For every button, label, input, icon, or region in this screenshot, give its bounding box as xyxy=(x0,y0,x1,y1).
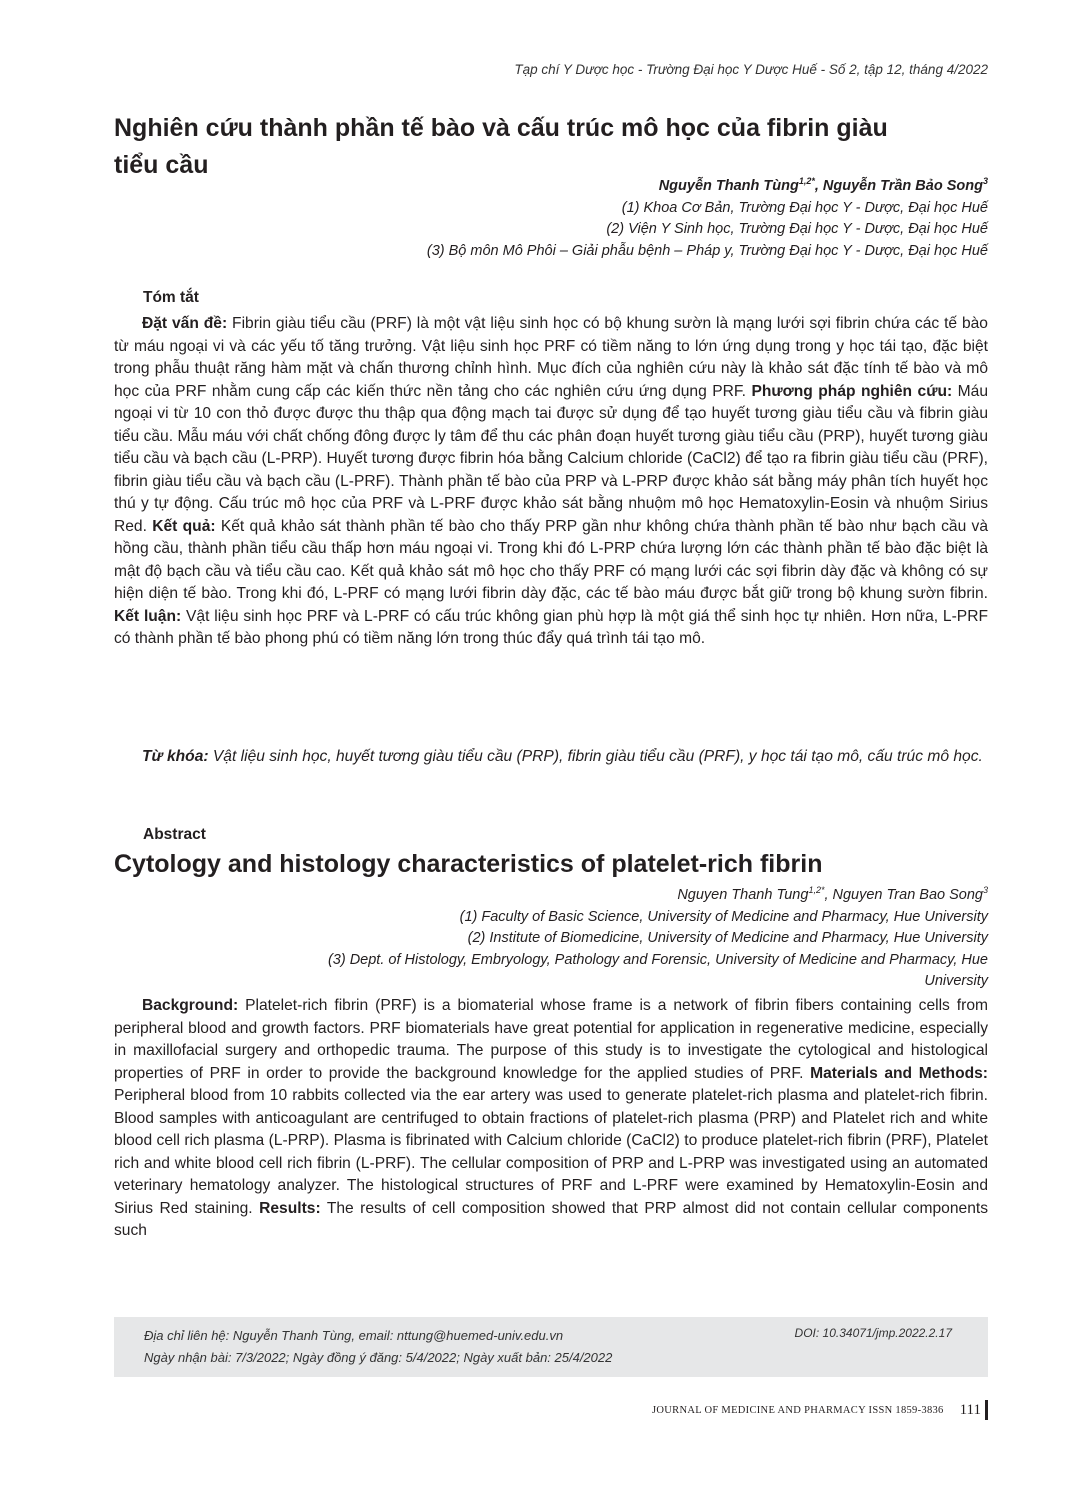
abstract-heading-vi: Tóm tắt xyxy=(143,289,199,306)
author-1-sup: 1,2* xyxy=(798,176,815,187)
authors-en xyxy=(268,885,988,993)
background-text-vi: Fibrin giàu tiểu cầu (PRF) là một vật liệu sinh học có bộ khung sườn là mạng lưới sợi fibrin chứa các tế bào từ máu ngoại vi và các yếu tố tăng trưởng. Vật liệu sinh học PRF có tiềm năng to lớn ứng dụng trong y học tái tạo, đặc biệt trong phẫu thuật răng hàm mặt và chấn thương chỉnh hình. Mục đích của nghiên cứu này là khảo sát đặc tính tế bào và mô học của PRF nhằm cung cấp các kiến thức nền tảng cho các nghiên cứu ứng dụng PRF. xyxy=(114,315,988,400)
affiliation-vi-3: (3) Bộ môn Mô Phôi – Giải phẫu bệnh – Pháp y, Trường Đại học Y - Dược, Đại học Huế xyxy=(426,242,988,259)
author-2-en: Nguyen Tran Bao Song xyxy=(832,887,983,903)
submission-dates: Ngày nhận bài: 7/3/2022; Ngày đồng ý đăng: 5/4/2022; Ngày xuất bản: 25/4/2022 xyxy=(144,1350,613,1365)
author-2: Nguyễn Trần Bảo Song xyxy=(822,178,983,194)
methods-label-vi: Phương pháp nghiên cứu: xyxy=(751,382,953,400)
conclusion-label-vi: Kết luận: xyxy=(114,607,182,625)
journal-header: Tạp chí Y Dược học - Trường Đại học Y Dược Huế - Số 2, tập 12, tháng 4/2022 xyxy=(514,62,988,77)
page-footer xyxy=(652,1400,988,1420)
keywords-vi xyxy=(114,746,988,769)
author-separator: , xyxy=(814,178,823,194)
abstract-body-en xyxy=(114,995,988,1243)
author-2-sup: 3 xyxy=(982,176,988,187)
affiliation-en-3: (3) Dept. of Histology, Embryology, Pathology and Forensic, University of Medicine and Pharmacy, Hue University xyxy=(327,951,988,989)
results-text-en: The results of cell composition showed that PRP almost did not contain cellular components such xyxy=(114,1199,988,1239)
title-vi-line2: tiểu cầu xyxy=(114,151,209,179)
contact-info: Địa chỉ liên hệ: Nguyễn Thanh Tùng, email: nttung@huemed-univ.edu.vn xyxy=(144,1328,564,1343)
footer-journal-issn: JOURNAL OF MEDICINE AND PHARMACY ISSN 1859-3836 xyxy=(652,1404,944,1416)
background-text-en: Platelet-rich fibrin (PRF) is a biomaterial whose frame is a network of fibrin fibers containing cells from peripheral blood and growth factors. PRF biomaterials have great potential for application in regenerative medicine, especially in maxillofacial surgery and orthopedic trauma. The purpose of this study is to investigate the cytological and histological properties of PRF in order to provide the background knowledge for the applied studies of PRF. xyxy=(114,997,988,1082)
article-title-en: Cytology and histology characteristics of platelet-rich fibrin xyxy=(114,850,823,878)
results-text-vi: Kết quả khảo sát thành phần tế bào cho thấy PRP gần như không chứa thành phần tế bào như bạch cầu và hồng cầu, thành phần tiểu cầu thấp hơn máu ngoại vi. Trong khi đó L-PRP chứa lượng lớn các thành phần tế bào đặc biệt là mật độ bạch cầu và tiểu cầu cao. Kết quả khảo sát mô học cho thấy PRF có mạng lưới các sợi fibrin dày đặc và không có sự hiện diện tế bào. Trong khi đó, L-PRF có mạng lưới fibrin dày đặc, các tế bào máu được bắt giữ trong bộ khung sườn fibrin. xyxy=(114,517,989,602)
keywords-text: Vật liệu sinh học, huyết tương giàu tiểu cầu (PRP), fibrin giàu tiểu cầu (PRF), y học tái tạo mô, cấu trúc mô học. xyxy=(208,748,983,765)
author-1-en-sup: 1,2* xyxy=(808,885,825,896)
background-label-en: Background: xyxy=(142,997,239,1014)
author-names-vi xyxy=(268,176,988,198)
author-separator-en: , xyxy=(824,887,833,903)
correspondence-box xyxy=(114,1317,988,1377)
title-vi-line1: Nghiên cứu thành phần tế bào và cấu trúc mô học của fibrin giàu xyxy=(114,114,888,142)
page-number: 111 xyxy=(959,1401,981,1418)
abstract-heading-en: Abstract xyxy=(143,826,206,843)
authors-vi xyxy=(268,176,988,262)
author-1-en: Nguyen Thanh Tung xyxy=(677,887,809,903)
author-names-en xyxy=(268,885,988,907)
affiliation-en-2: (2) Institute of Biomedicine, University of Medicine and Pharmacy, Hue University xyxy=(467,930,988,946)
background-label-vi: Đặt vấn đề: xyxy=(142,315,228,332)
methods-text-vi: Máu ngoại vi từ 10 con thỏ được được thu thập qua động mạch tai được sử dụng để tạo huyết tương giàu tiểu cầu và fibrin giàu tiểu cầu. Mẫu máu với chất chống đông được ly tâm để thu các phân đoạn huyết tương giàu tiểu cầu (PRP), huyết tương giàu tiểu cầu và bạch cầu (L-PRP). Huyết tương được fibrin hóa bằng Calcium chloride (CaCl2) để tạo ra fibrin giàu tiểu cầu (PRF), fibrin giàu tiểu cầu và bạch cầu (L-PRF). Thành phần tế bào của PRP và L-PRP được khảo sát bằng máy phân tích huyết học thú y tự động. Cấu trúc mô học của PRF và L-PRF được khảo sát bằng nhuộm mô học Hematoxylin-Eosin và nhuộm Sirius Red. xyxy=(114,382,989,535)
keywords-label: Từ khóa: xyxy=(142,748,209,765)
abstract-body-vi xyxy=(114,313,988,651)
conclusion-text-vi: Vật liệu sinh học PRF và L-PRF có cấu trúc không gian phù hợp là một giá thể sinh học tự nhiên. Hơn nữa, L-PRF có thành phần tế bào phong phú có tiềm năng lớn trong thúc đẩy quá trình tái tạo mô. xyxy=(114,607,988,647)
affiliation-en-1: (1) Faculty of Basic Science, University of Medicine and Pharmacy, Hue University xyxy=(459,908,988,925)
doi-link[interactable]: DOI: 10.34071/jmp.2022.2.17 xyxy=(794,1326,952,1340)
results-label-en: Results: xyxy=(259,1199,321,1217)
page-number-divider xyxy=(985,1400,988,1420)
results-label-vi: Kết quả: xyxy=(152,517,216,535)
author-1: Nguyễn Thanh Tùng xyxy=(658,178,799,194)
methods-label-en: Materials and Methods: xyxy=(810,1064,988,1082)
author-2-en-sup: 3 xyxy=(982,885,988,896)
affiliation-vi-1: (1) Khoa Cơ Bản, Trường Đại học Y - Dược, Đại học Huế xyxy=(621,199,988,216)
methods-text-en: Peripheral blood from 10 rabbits collected via the ear artery was used to generate platelet-rich plasma and platelet-rich fibrin. Blood samples with anticoagulant are centrifuged to obtain fractions of platelet-rich plasma (PRP) and Platelet rich and white blood cell rich plasma (L-PRP). Plasma is fibrinated with Calcium chloride (CaCl2) to produce platelet-rich fibrin (PRF), Platelet rich and white blood cell rich fibrin (L-PRF). The cellular composition of PRP and L-PRP was investigated using an automated veterinary hematology analyzer. The histological structures of PRF and L-PRF were examined by Hematoxylin-Eosin and Sirius Red staining. xyxy=(114,1087,988,1217)
affiliation-vi-2: (2) Viện Y Sinh học, Trường Đại học Y - Dược, Đại học Huế xyxy=(606,221,988,237)
